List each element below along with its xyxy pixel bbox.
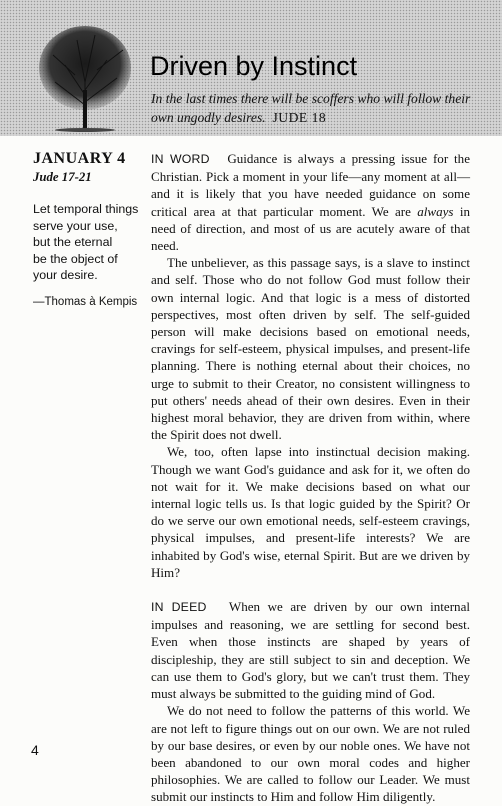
sidebar	[33, 150, 143, 308]
page-number: 4	[31, 742, 39, 758]
in-word-label: IN WORD	[151, 152, 210, 166]
verse-text: In the last times there will be scoffers who will follow their own ungodly desires.	[151, 91, 471, 125]
key-verse	[151, 89, 491, 127]
in-word-text-1a: Guidance is always a pressing issue for the Christian. Pick a moment in your life—any moment at all—and it is likely that you have needed guidance on some critical area at that particular moment. We are	[151, 151, 470, 219]
entry-date: JANUARY 4	[33, 150, 126, 167]
sidebar-quote: Let temporal things serve your use, but the eternal be the object of your desire.	[33, 202, 139, 282]
quote-author: —Thomas à Kempis	[33, 295, 138, 308]
in-word-paragraph-1	[151, 150, 470, 254]
verse-reference: JUDE 18	[272, 110, 327, 125]
in-word-paragraph-3: We, too, often lapse into instinctual decision making. Though we want God's guidance and ask for it, we often do not wait for it. We make decisions based on what our internal logic tells us. Is that logic guided by the Spirit? Or do we serve our own emotional needs, self-esteem cravings, physical impulses, and present-life interests? We are inhabited by God's wise, eternal Spirit. But are we driven by Him?	[151, 444, 470, 580]
in-word-paragraph-2: The unbeliever, as this passage says, is a slave to instinct and self. Those who do not follow God must follow their own internal logic. And that logic is a mess of distorted perspectives, most often driven by self. The self-guided person will make decisions based on emotional needs, cravings for self-esteem, physical impulses, and present-life planning. There is nothing eternal about their choices, no urge to submit to their Creator, no consistent willingness to put others' needs ahead of their own desires. Even in their highest moral behavior, they are driven from within, where the Spirit does not dwell.	[151, 255, 470, 443]
scripture-passage: Jude 17-21	[33, 170, 92, 184]
devotional-body	[151, 150, 470, 806]
header-banner	[0, 0, 502, 136]
in-deed-text-1: When we are driven by our own internal impulses and reasoning, we are settling for second best. Even when those instincts are shaped by years of discipleship, they are still subject to sin and deception. We can use them to God's glory, but we can't trust them. They must always be submitted to the guiding mind of God.	[151, 599, 470, 702]
in-deed-label: IN DEED	[151, 600, 207, 615]
in-word-text-1b: in need of direction, and most of us are acutely aware of that need.	[151, 203, 470, 254]
devotional-title: Driven by Instinct	[150, 51, 358, 81]
emphasis-always: always	[417, 203, 454, 219]
tree-illustration	[35, 20, 135, 132]
in-deed-paragraph-1	[151, 598, 470, 702]
in-deed-paragraph-2: We do not need to follow the patterns of this world. We are not left to figure things out on our own. We are not ruled by our base desires, or even by our noble ones. We have not been abandoned to our own moral codes and higher philosophies. We are called to follow our Leader. We must submit our instincts to Him and follow Him diligently.	[151, 703, 470, 805]
